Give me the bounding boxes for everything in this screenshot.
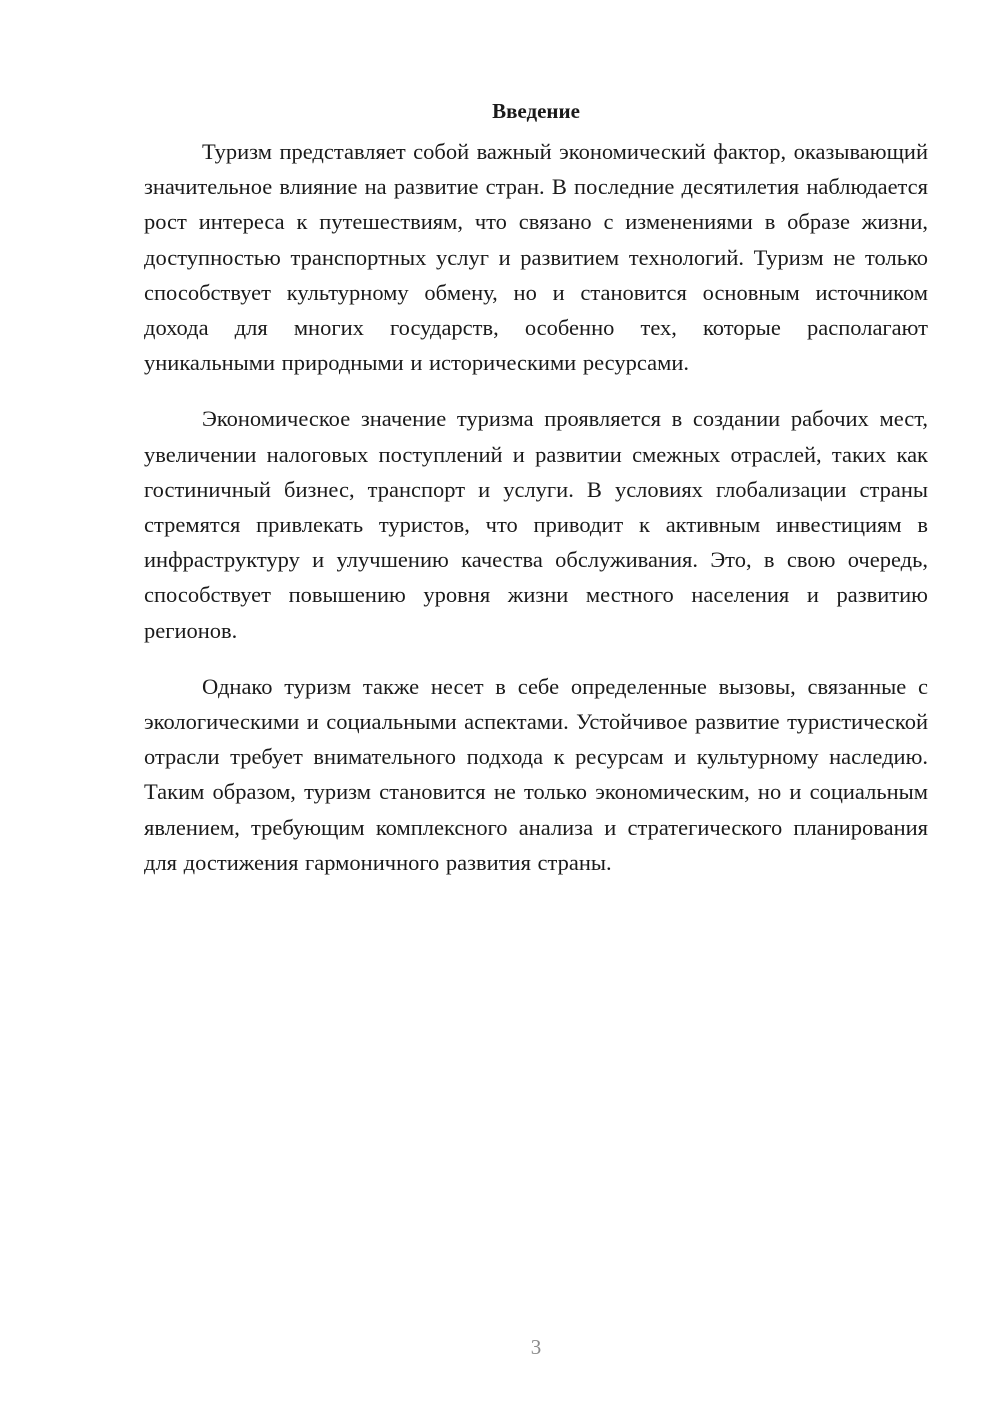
page-number: 3 [530, 1335, 542, 1359]
paragraph-1: Туризм представляет собой важный экономический фактор, оказывающий значительное влияние на развитие стран. В последние десятилетия наблюдается рост интереса к путешествиям, что связано с изменениями в образе жизни, доступностью транспортных услуг и развитием технологий. Туризм не только способствует культурному обмену, но и становится основным источником дохода для многих государств, особенно тех, которые располагают уникальными природными и историческими ресурсами. [144, 139, 928, 376]
paragraph-3: Однако туризм также несет в себе определенные вызовы, связанные с экологическими и социальными аспектами. Устойчивое развитие туристической отрасли требует внимательного подхода к ресурсам и культурному наследию. Таким образом, туризм становится не только экономическим, но и социальным явлением, требующим комплексного анализа и стратегического планирования для достижения гармоничного развития страны. [144, 673, 928, 875]
page-content [144, 96, 928, 901]
section-heading: Введение [492, 99, 580, 123]
paragraph-2: Экономическое значение туризма проявляется в создании рабочих мест, увеличении налоговых поступлений и развитии смежных отраслей, таких как гостиничный бизнес, транспорт и услуги. В условиях глобализации страны стремятся привлекать туристов, что приводит к активным инвестициям в инфраструктуру и улучшению качества обслуживания. Это, в свою очередь, способствует повышению уровня жизни местного населения и развитию регионов. [144, 406, 928, 643]
